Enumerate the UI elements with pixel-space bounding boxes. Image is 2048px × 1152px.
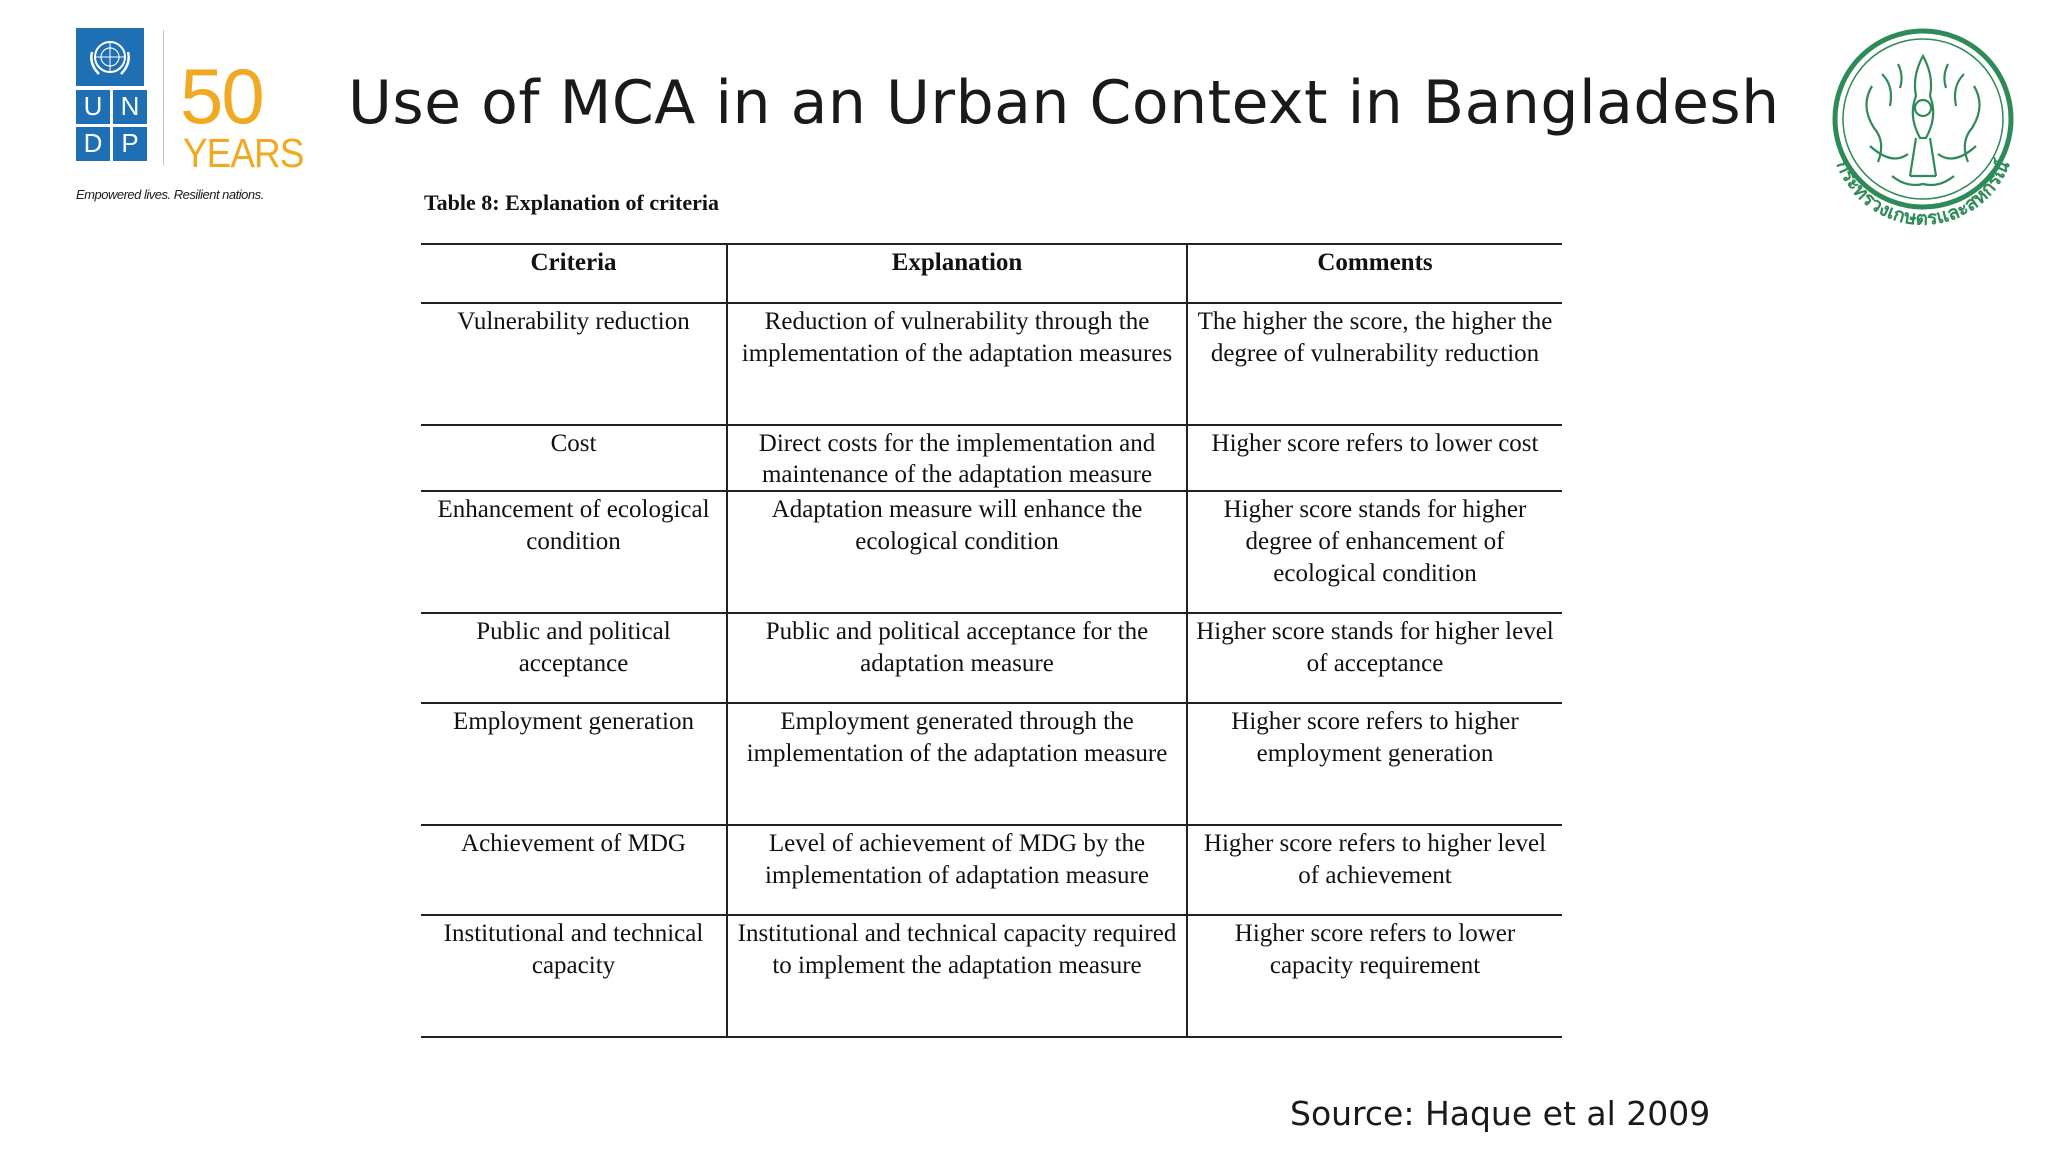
explanation-cell: Direct costs for the implementation and maintenance of the adaptation measure — [727, 425, 1187, 491]
table-row — [421, 703, 1562, 825]
anniversary-years: YEARS — [183, 130, 304, 176]
table-row — [421, 915, 1562, 1037]
header-explanation: Explanation — [727, 244, 1187, 303]
header-criteria: Criteria — [530, 249, 617, 276]
slide-title: Use of MCA in an Urban Context in Bangladesh — [348, 68, 1780, 138]
table-row — [421, 491, 1562, 613]
explanation-cell: Adaptation measure will enhance the ecological condition — [727, 491, 1187, 613]
table-row — [421, 425, 1562, 491]
criteria-cell: Public and political acceptance — [476, 618, 671, 677]
undp-letters — [76, 90, 144, 161]
table-caption: Table 8: Explanation of criteria — [424, 190, 719, 215]
logo-divider — [163, 30, 164, 166]
criteria-cell: Enhancement of ecological condition — [437, 496, 710, 555]
criteria-cell: Institutional and technical capacity — [443, 920, 704, 979]
undp-letter: U — [76, 90, 110, 124]
table-row — [421, 825, 1562, 915]
anniversary-number: 50 — [180, 52, 263, 140]
comments-cell: Higher score refers to lower cost — [1187, 425, 1562, 491]
criteria-cell: Achievement of MDG — [461, 830, 686, 857]
criteria-cell: Vulnerability reduction — [457, 308, 690, 335]
comments-cell: The higher the score, the higher the degree of vulnerability reduction — [1187, 303, 1562, 425]
undp-letter: P — [113, 127, 147, 161]
explanation-cell: Level of achievement of MDG by the implementation of adaptation measure — [727, 825, 1187, 915]
table-header-row — [421, 244, 1562, 303]
undp-letter: D — [76, 127, 110, 161]
explanation-cell: Employment generated through the implementation of the adaptation measure — [727, 703, 1187, 825]
un-emblem-icon — [76, 28, 144, 86]
comments-cell: Higher score refers to lower capacity requirement — [1187, 915, 1562, 1037]
criteria-cell: Employment generation — [453, 708, 694, 735]
comments-cell: Higher score refers to higher level of achievement — [1187, 825, 1562, 915]
source-note: Source: Haque et al 2009 — [1290, 1094, 1711, 1133]
ministry-seal-icon — [1812, 16, 2034, 238]
explanation-cell: Public and political acceptance for the adaptation measure — [727, 613, 1187, 703]
seal-text: กระทรวงเกษตรและสหกรณ์ — [1831, 156, 2015, 230]
explanation-cell: Institutional and technical capacity required to implement the adaptation measure — [727, 915, 1187, 1037]
criteria-cell: Cost — [550, 430, 597, 457]
comments-cell: Higher score stands for higher degree of enhancement of ecological condition — [1187, 491, 1562, 613]
comments-cell: Higher score refers to higher employment generation — [1187, 703, 1562, 825]
undp-logo — [76, 28, 304, 208]
undp-letter: N — [113, 90, 147, 124]
table-row — [421, 613, 1562, 703]
header-comments: Comments — [1187, 244, 1562, 303]
comments-cell: Higher score stands for higher level of acceptance — [1187, 613, 1562, 703]
undp-tagline: Empowered lives. Resilient nations. — [76, 187, 264, 202]
criteria-table — [421, 243, 1562, 1038]
table-row — [421, 303, 1562, 425]
explanation-cell: Reduction of vulnerability through the implementation of the adaptation measures — [727, 303, 1187, 425]
